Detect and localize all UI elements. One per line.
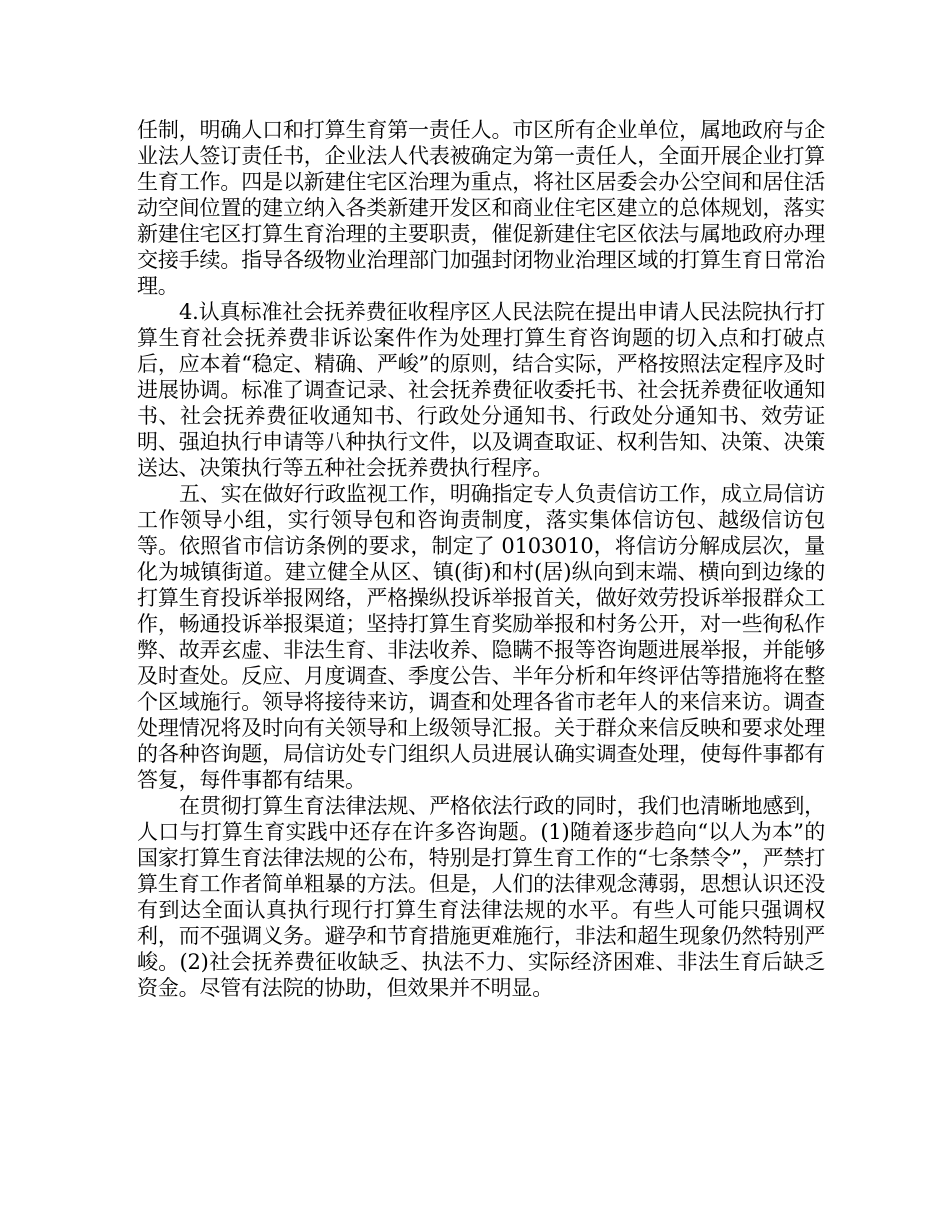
paragraph-existing-problems: 在贯彻打算生育法律法规、严格依法行政的同时，我们也清晰地感到，人口与打算生育实践中还存在许多咨询题。(1)随着逐步趋向“以人为本”的国家打算生育法律法规的公布，特别是打算生育工作的“七条禁令”，严禁打算生育工作者简单粗暴的方法。但是，人们的法律观念薄弱，思想认识还没有到达全面认真执行现行打算生育法律法规的水平。有些人可能只强调权利，而不强调义务。避孕和节育措施更难施行，非法和超生现象仍然特别严峻。(2)社会抚养费征收缺乏、执法不力、实际经济困难、非法生育后缺乏资金。尽管有法院的协助，但效果并不明显。 (137, 794, 825, 1000)
paragraph-petition-supervision: 五、实在做好行政监视工作，明确指定专人负责信访工作，成立局信访工作领导小组，实行领导包和咨询责制度，落实集体信访包、越级信访包等。依照省市信访条例的要求，制定了 0103010，将信访分解成层次，量化为城镇街道。建立健全从区、镇(街)和村(居)纵向到末端、横向到边缘的打算生育投诉举报网络，严格操纵投诉举报首关，做好效劳投诉举报群众工作，畅通投诉举报渠道；坚持打算生育奖励举报和村务公开，对一些徇私作弊、故弄玄虚、非法生育、非法收养、隐瞒不报等咨询题进展举报，并能够及时查处。反应、月度调查、季度公告、半年分析和年终评估等措施将在整个区域施行。领导将接待来访，调查和处理各省市老年人的来信来访。调查处理情况将及时向有关领导和上级领导汇报。关于群众来信反映和要求处理的各种咨询题，局信访处专门组织人员进展认确实调查处理，使每件事都有答复，每件事都有结果。 (137, 482, 825, 792)
document-page (137, 117, 825, 1001)
paragraph-social-fee-procedure: 4.认真标准社会抚养费征收程序区人民法院在提出申请人民法院执行打算生育社会抚养费非诉讼案件作为处理打算生育咨询题的切入点和打破点后，应本着“稳定、精确、严峻”的原则，结合实际，严格按照法定程序及时进展协调。标准了调查记录、社会抚养费征收委托书、社会抚养费征收通知书、社会抚养费征收通知书、行政处分通知书、行政处分通知书、效劳证明、强迫执行申请等八种执行文件，以及调查取证、权利告知、决策、决策送达、决策执行等五种社会抚养费执行程序。 (137, 300, 825, 480)
paragraph-continuation: 任制，明确人口和打算生育第一责任人。市区所有企业单位，属地政府与企业法人签订责任书，企业法人代表被确定为第一责任人，全面开展企业打算生育工作。四是以新建住宅区治理为重点，将社区居委会办公空间和居住活动空间位置的建立纳入各类新建开发区和商业住宅区建立的总体规划，落实新建住宅区打算生育治理的主要职责，催促新建住宅区依法与属地政府办理交接手续。指导各级物业治理部门加强封闭物业治理区域的打算生育日常治理。 (137, 118, 825, 298)
